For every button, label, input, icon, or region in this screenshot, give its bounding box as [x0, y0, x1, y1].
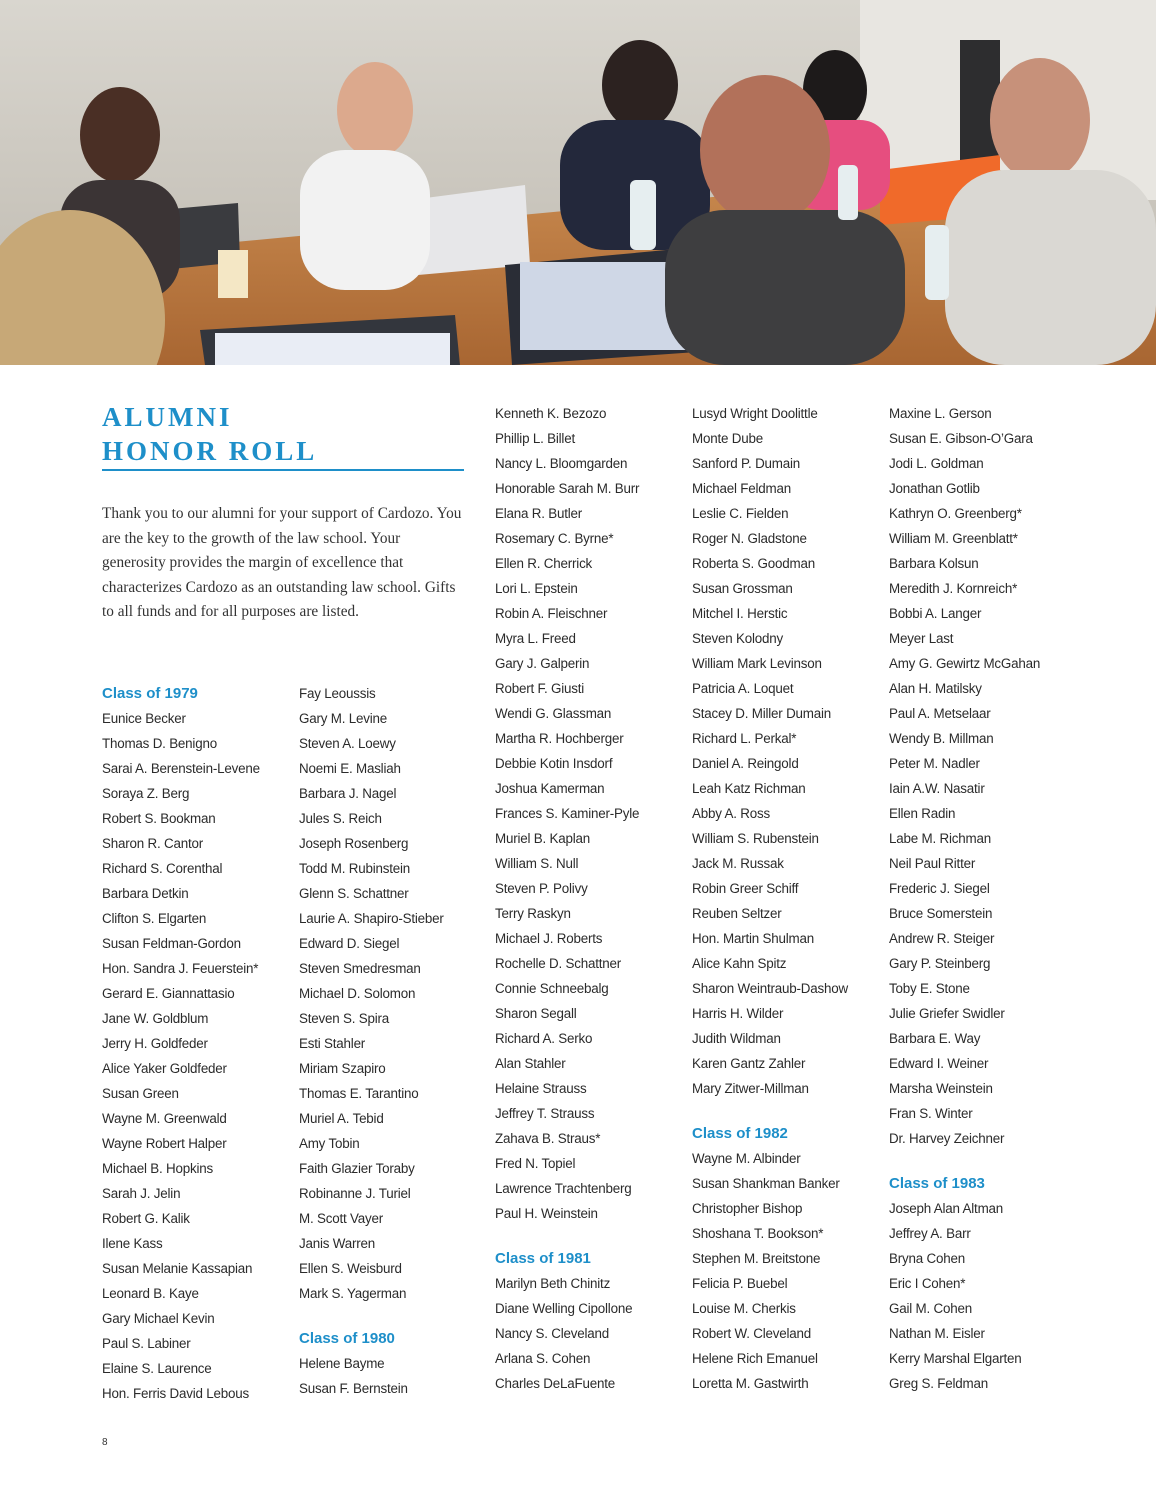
alumni-name: Jerry H. Goldfeder: [102, 1036, 208, 1051]
alumni-name: Faith Glazier Toraby: [299, 1161, 415, 1176]
alumni-name: Nancy S. Cleveland: [495, 1326, 609, 1341]
class-year-heading: Class of 1983: [889, 1175, 985, 1192]
alumni-name: Michael D. Solomon: [299, 986, 416, 1001]
alumni-name: Susan E. Gibson-O’Gara: [889, 431, 1033, 446]
alumni-name: Rosemary C. Byrne*: [495, 531, 614, 546]
alumni-name: Wendi G. Glassman: [495, 706, 612, 721]
alumni-name: Richard L. Perkal*: [692, 731, 797, 746]
alumni-name: Robin A. Fleischner: [495, 606, 608, 621]
alumni-name: Joseph Rosenberg: [299, 836, 409, 851]
alumni-name: Jodi L. Goldman: [889, 456, 984, 471]
alumni-name: Susan Shankman Banker: [692, 1176, 840, 1191]
alumni-name: Paul H. Weinstein: [495, 1206, 598, 1221]
alumni-name: Steven P. Polivy: [495, 881, 588, 896]
section-gap: [299, 1306, 489, 1326]
alumni-name: Stephen M. Breitstone: [692, 1251, 821, 1266]
alumni-name: Frances S. Kaminer-Pyle: [495, 806, 640, 821]
alumni-name: Honorable Sarah M. Burr: [495, 481, 640, 496]
alumni-name: Diane Welling Cipollone: [495, 1301, 633, 1316]
alumni-name: Michael J. Roberts: [495, 931, 603, 946]
page-number: 8: [102, 1437, 108, 1448]
alumni-name: Toby E. Stone: [889, 981, 970, 996]
section-gap: [889, 1151, 1079, 1171]
alumni-name: Kathryn O. Greenberg*: [889, 506, 1022, 521]
alumni-name: Steven Kolodny: [692, 631, 783, 646]
alumni-name: Meyer Last: [889, 631, 954, 646]
alumni-name: M. Scott Vayer: [299, 1211, 384, 1226]
alumni-name: Muriel A. Tebid: [299, 1111, 384, 1126]
alumni-name: Harris H. Wilder: [692, 1006, 784, 1021]
column-3: [495, 401, 685, 1396]
alumni-name: Dr. Harvey Zeichner: [889, 1131, 1005, 1146]
alumni-name: Shoshana T. Bookson*: [692, 1226, 824, 1241]
alumni-name: Connie Schneebalg: [495, 981, 609, 996]
alumni-name: Abby A. Ross: [692, 806, 770, 821]
alumni-name: Jeffrey A. Barr: [889, 1226, 971, 1241]
alumni-name: Sarai A. Berenstein-Levene: [102, 761, 260, 776]
alumni-name: Steven Smedresman: [299, 961, 421, 976]
alumni-name: Michael B. Hopkins: [102, 1161, 214, 1176]
alumni-name: Ellen S. Weisburd: [299, 1261, 402, 1276]
alumni-name: Rochelle D. Schattner: [495, 956, 622, 971]
alumni-name: Steven A. Loewy: [299, 736, 396, 751]
alumni-name: Christopher Bishop: [692, 1201, 803, 1216]
alumni-name: William Mark Levinson: [692, 656, 822, 671]
alumni-name: Paul S. Labiner: [102, 1336, 191, 1351]
alumni-name: Paul A. Metselaar: [889, 706, 991, 721]
alumni-name: Susan Green: [102, 1086, 179, 1101]
alumni-name: Fred N. Topiel: [495, 1156, 576, 1171]
alumni-name: Barbara Kolsun: [889, 556, 979, 571]
alumni-name: Leslie C. Fielden: [692, 506, 789, 521]
header-photo: [0, 0, 1156, 365]
alumni-name: Joshua Kamerman: [495, 781, 605, 796]
alumni-name: Sarah J. Jelin: [102, 1186, 181, 1201]
alumni-name: Helaine Strauss: [495, 1081, 587, 1096]
alumni-name: Kerry Marshal Elgarten: [889, 1351, 1022, 1366]
alumni-name: Leah Katz Richman: [692, 781, 806, 796]
alumni-name: Gerard E. Giannattasio: [102, 986, 235, 1001]
alumni-name: Fay Leoussis: [299, 686, 376, 701]
class-year-heading: Class of 1979: [102, 685, 198, 702]
alumni-name: Michael Feldman: [692, 481, 791, 496]
alumni-name: Barbara E. Way: [889, 1031, 981, 1046]
alumni-name: Lawrence Trachtenberg: [495, 1181, 632, 1196]
alumni-name: Neil Paul Ritter: [889, 856, 976, 871]
alumni-name: Lusyd Wright Doolittle: [692, 406, 818, 421]
alumni-name: Fran S. Winter: [889, 1106, 973, 1121]
intro-paragraph: Thank you to our alumni for your support of Cardozo. You are the key to the growth of the law school. Your generosity provides the margin of excellence that characterizes Cardozo as an outstanding law school. Gifts to all funds and for all purposes are listed.: [102, 505, 462, 621]
alumni-name: Kenneth K. Bezozo: [495, 406, 607, 421]
alumni-name: Julie Griefer Swidler: [889, 1006, 1005, 1021]
alumni-name: Loretta M. Gastwirth: [692, 1376, 809, 1391]
alumni-name: Amy Tobin: [299, 1136, 360, 1151]
alumni-name: Susan F. Bernstein: [299, 1381, 408, 1396]
alumni-name: Gary J. Galperin: [495, 656, 590, 671]
alumni-name: Stacey D. Miller Dumain: [692, 706, 832, 721]
alumni-name: Eunice Becker: [102, 711, 186, 726]
alumni-name: Roberta S. Goodman: [692, 556, 815, 571]
alumni-name: Mary Zitwer-Millman: [692, 1081, 809, 1096]
class-year-heading: Class of 1981: [495, 1250, 591, 1267]
alumni-name: Esti Stahler: [299, 1036, 366, 1051]
alumni-name: Amy G. Gewirtz McGahan: [889, 656, 1041, 671]
alumni-name: Sharon R. Cantor: [102, 836, 204, 851]
alumni-name: Labe M. Richman: [889, 831, 991, 846]
alumni-name: Steven S. Spira: [299, 1011, 390, 1026]
alumni-name: Soraya Z. Berg: [102, 786, 190, 801]
alumni-name: Arlana S. Cohen: [495, 1351, 591, 1366]
alumni-name: Andrew R. Steiger: [889, 931, 995, 946]
alumni-name: Susan Grossman: [692, 581, 793, 596]
alumni-name: Susan Feldman-Gordon: [102, 936, 241, 951]
alumni-name: Hon. Sandra J. Feuerstein*: [102, 961, 259, 976]
alumni-name: Robert F. Giusti: [495, 681, 585, 696]
alumni-name: Gary M. Levine: [299, 711, 387, 726]
alumni-name: Karen Gantz Zahler: [692, 1056, 806, 1071]
alumni-name: Todd M. Rubinstein: [299, 861, 411, 876]
alumni-name: Wayne Robert Halper: [102, 1136, 227, 1151]
alumni-name: Elana R. Butler: [495, 506, 583, 521]
alumni-name: Reuben Seltzer: [692, 906, 782, 921]
section-gap: [692, 1101, 882, 1121]
alumni-name: Barbara J. Nagel: [299, 786, 397, 801]
alumni-name: Richard S. Corenthal: [102, 861, 223, 876]
alumni-name: Mark S. Yagerman: [299, 1286, 407, 1301]
alumni-name: Barbara Detkin: [102, 886, 189, 901]
alumni-name: Frederic J. Siegel: [889, 881, 990, 896]
alumni-name: Terry Raskyn: [495, 906, 571, 921]
alumni-name: Wayne M. Greenwald: [102, 1111, 227, 1126]
alumni-name: Daniel A. Reingold: [692, 756, 799, 771]
alumni-name: Debbie Kotin Insdorf: [495, 756, 613, 771]
alumni-name: Marsha Weinstein: [889, 1081, 993, 1096]
alumni-name: Robinanne J. Turiel: [299, 1186, 411, 1201]
alumni-name: Hon. Ferris David Lebous: [102, 1386, 250, 1401]
alumni-name: Judith Wildman: [692, 1031, 781, 1046]
alumni-name: Elaine S. Laurence: [102, 1361, 212, 1376]
alumni-name: William S. Rubenstein: [692, 831, 819, 846]
alumni-name: Gary P. Steinberg: [889, 956, 991, 971]
column-5: [889, 401, 1079, 1396]
alumni-name: Richard A. Serko: [495, 1031, 593, 1046]
alumni-name: Nancy L. Bloomgarden: [495, 456, 628, 471]
alumni-name: Robin Greer Schiff: [692, 881, 799, 896]
column-4: [692, 401, 882, 1396]
alumni-name: Edward D. Siegel: [299, 936, 400, 951]
alumni-name: Jack M. Russak: [692, 856, 784, 871]
alumni-name: Laurie A. Shapiro-Stieber: [299, 911, 444, 926]
title-underline: [102, 469, 464, 471]
alumni-name: Louise M. Cherkis: [692, 1301, 796, 1316]
alumni-name: Alan Stahler: [495, 1056, 566, 1071]
alumni-name: Joseph Alan Altman: [889, 1201, 1004, 1216]
title-line-2: HONOR ROLL: [102, 436, 318, 466]
alumni-name: Clifton S. Elgarten: [102, 911, 207, 926]
alumni-name: Lori L. Epstein: [495, 581, 578, 596]
alumni-name: Alice Yaker Goldfeder: [102, 1061, 227, 1076]
alumni-name: Leonard B. Kaye: [102, 1286, 199, 1301]
alumni-name: Martha R. Hochberger: [495, 731, 624, 746]
alumni-name: Zahava B. Straus*: [495, 1131, 601, 1146]
alumni-name: Myra L. Freed: [495, 631, 576, 646]
alumni-name: Alice Kahn Spitz: [692, 956, 787, 971]
alumni-name: Meredith J. Kornreich*: [889, 581, 1018, 596]
alumni-name: Jonathan Gotlib: [889, 481, 980, 496]
class-year-heading: Class of 1982: [692, 1125, 788, 1142]
alumni-name: Jules S. Reich: [299, 811, 382, 826]
alumni-name: Gail M. Cohen: [889, 1301, 972, 1316]
alumni-name: Robert G. Kalik: [102, 1211, 190, 1226]
alumni-name: Helene Bayme: [299, 1356, 385, 1371]
alumni-name: Gary Michael Kevin: [102, 1311, 215, 1326]
column-1: [102, 681, 292, 1406]
alumni-name: Robert S. Bookman: [102, 811, 216, 826]
title-line-1: ALUMNI: [102, 402, 233, 432]
alumni-name: Noemi E. Masliah: [299, 761, 401, 776]
alumni-name: Thomas E. Tarantino: [299, 1086, 419, 1101]
alumni-name: Sharon Segall: [495, 1006, 577, 1021]
alumni-name: Maxine L. Gerson: [889, 406, 992, 421]
alumni-name: Alan H. Matilsky: [889, 681, 982, 696]
alumni-name: Ellen R. Cherrick: [495, 556, 593, 571]
alumni-name: Bruce Somerstein: [889, 906, 993, 921]
alumni-name: William M. Greenblatt*: [889, 531, 1018, 546]
alumni-name: Edward I. Weiner: [889, 1056, 989, 1071]
section-gap: [495, 1226, 685, 1246]
alumni-name: Muriel B. Kaplan: [495, 831, 591, 846]
alumni-name: Charles DeLaFuente: [495, 1376, 615, 1391]
alumni-name: Helene Rich Emanuel: [692, 1351, 818, 1366]
alumni-name: Iain A.W. Nasatir: [889, 781, 985, 796]
alumni-name: Susan Melanie Kassapian: [102, 1261, 253, 1276]
alumni-name: Hon. Martin Shulman: [692, 931, 814, 946]
column-2: [299, 681, 489, 1401]
alumni-name: Miriam Szapiro: [299, 1061, 386, 1076]
alumni-name: Felicia P. Buebel: [692, 1276, 788, 1291]
alumni-name: Bobbi A. Langer: [889, 606, 982, 621]
alumni-name: Ellen Radin: [889, 806, 956, 821]
alumni-name: Sanford P. Dumain: [692, 456, 801, 471]
class-year-heading: Class of 1980: [299, 1330, 395, 1347]
alumni-name: Phillip L. Billet: [495, 431, 575, 446]
alumni-name: Wayne M. Albinder: [692, 1151, 801, 1166]
alumni-name: Wendy B. Millman: [889, 731, 994, 746]
alumni-name: Ilene Kass: [102, 1236, 163, 1251]
alumni-name: Jeffrey T. Strauss: [495, 1106, 595, 1121]
alumni-name: Peter M. Nadler: [889, 756, 980, 771]
page-title: [102, 400, 464, 468]
alumni-name: Bryna Cohen: [889, 1251, 965, 1266]
alumni-name: Glenn S. Schattner: [299, 886, 409, 901]
alumni-name: Robert W. Cleveland: [692, 1326, 812, 1341]
alumni-name: Greg S. Feldman: [889, 1376, 988, 1391]
alumni-name: Thomas D. Benigno: [102, 736, 217, 751]
alumni-name: William S. Null: [495, 856, 579, 871]
alumni-name: Mitchel I. Herstic: [692, 606, 788, 621]
alumni-name: Nathan M. Eisler: [889, 1326, 985, 1341]
alumni-name: Marilyn Beth Chinitz: [495, 1276, 611, 1291]
alumni-name: Monte Dube: [692, 431, 763, 446]
alumni-name: Janis Warren: [299, 1236, 375, 1251]
alumni-name: Jane W. Goldblum: [102, 1011, 209, 1026]
alumni-name: Roger N. Gladstone: [692, 531, 807, 546]
alumni-name: Patricia A. Loquet: [692, 681, 794, 696]
alumni-name: Eric I Cohen*: [889, 1276, 966, 1291]
alumni-name: Sharon Weintraub-Dashow: [692, 981, 848, 996]
